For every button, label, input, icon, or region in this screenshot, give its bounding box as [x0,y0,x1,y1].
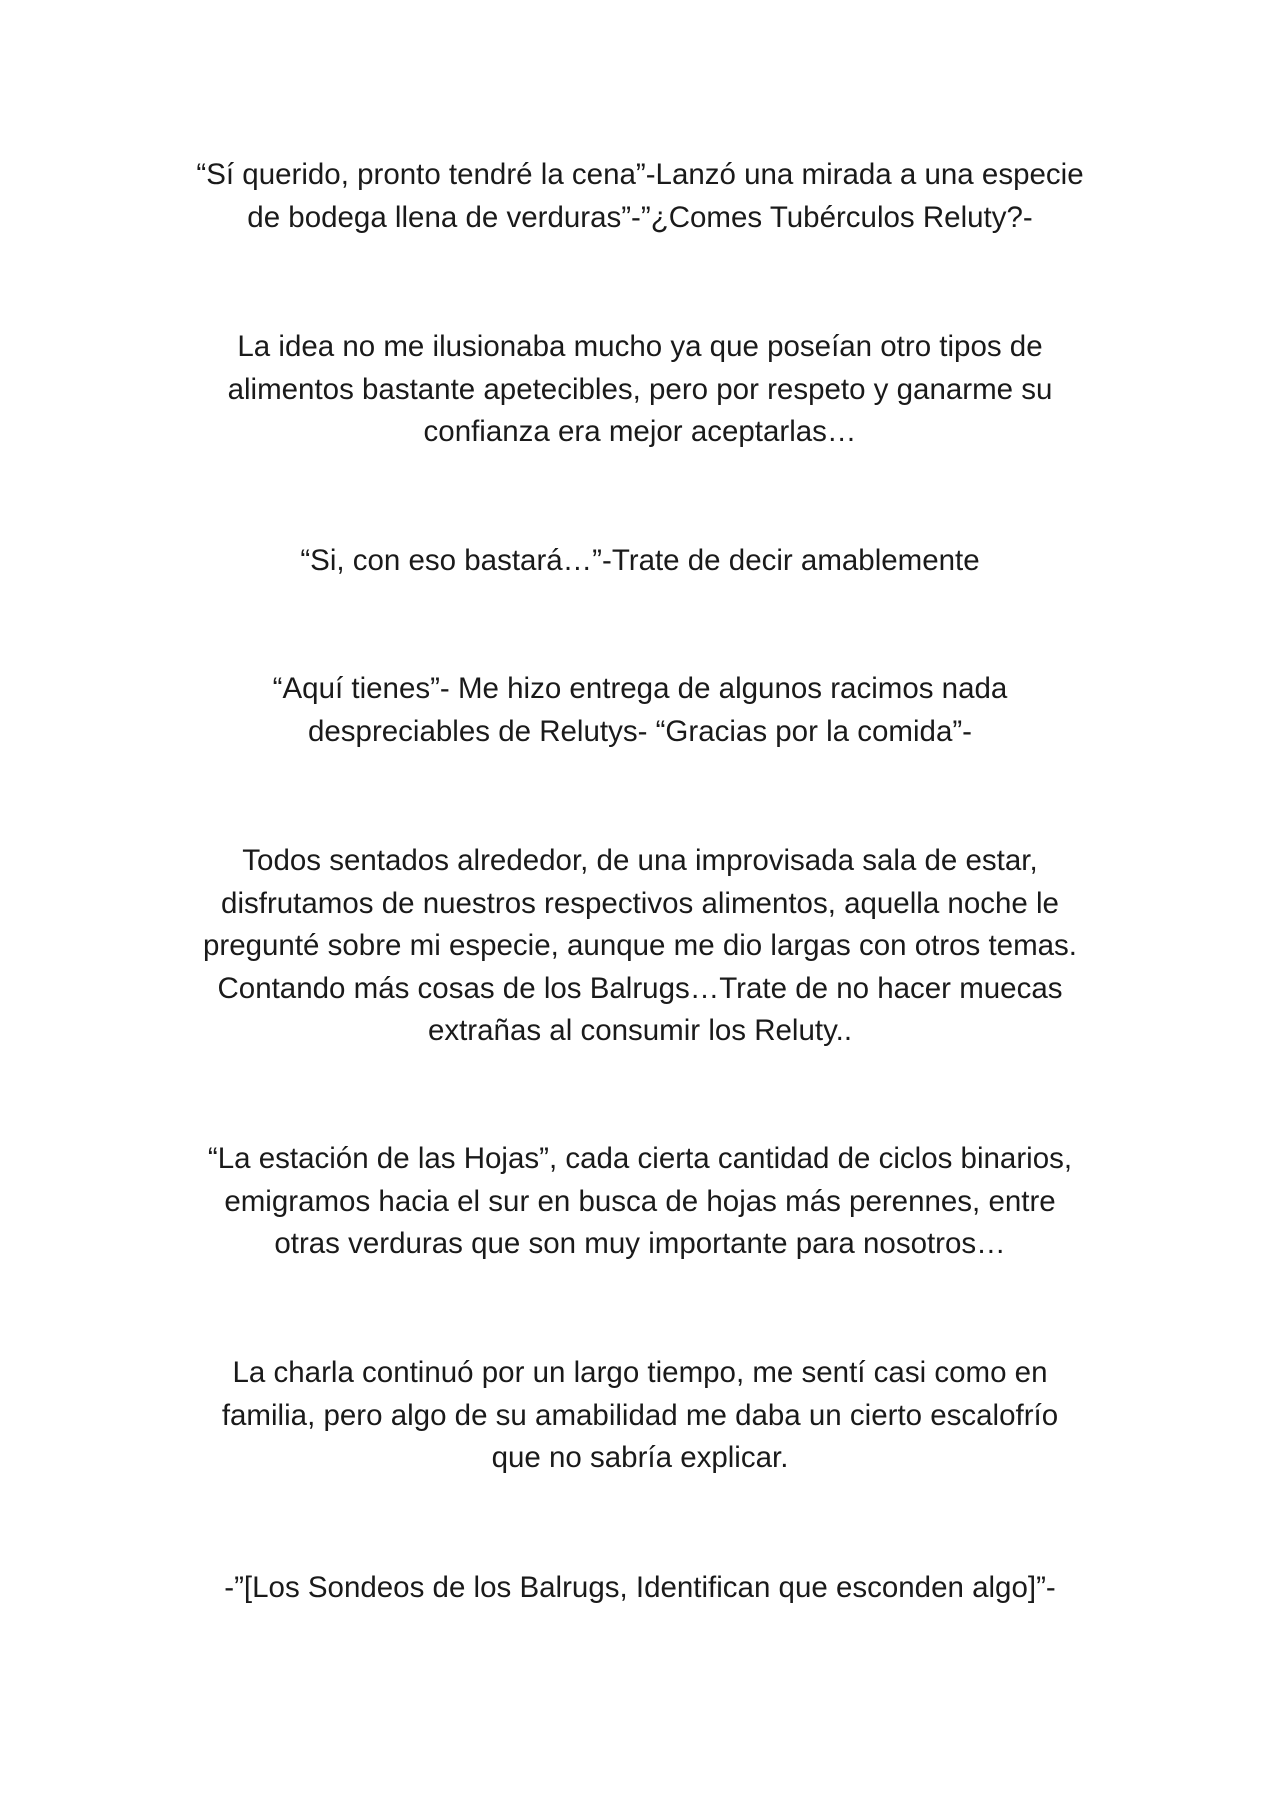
text-line: alimentos bastante apetecibles, pero por respeto y ganarme su [227,372,1053,406]
text-line: emigramos hacia el sur en busca de hojas más perennes, entre [224,1184,1056,1218]
text-line: Contando más cosas de los Balrugs…Trate de no hacer muecas [217,971,1063,1005]
text-line: pregunté sobre mi especie, aunque me dio largas con otros temas. [202,929,1078,962]
text-line: otras verduras que son muy importante para nosotros… [274,1227,1006,1260]
text-line: que no sabría explicar. [491,1441,789,1474]
paragraph-everyone-seated [140,840,1140,1053]
paragraph-that-will-do [140,540,1140,583]
text-line: extrañas al consumir los Reluty.. [427,1014,853,1047]
text-line: -”[Los Sondeos de los Balrugs, Identifican que esconden algo]”- [224,1571,1056,1604]
text-line: “Aquí tienes”- Me hizo entrega de algunos racimos nada [272,672,1008,705]
text-line: Todos sentados alrededor, de una improvisada sala de estar, [242,844,1038,877]
paragraph-season-of-leaves [140,1138,1140,1266]
text-line: La charla continuó por un largo tiempo, me sentí casi como en [232,1356,1048,1389]
paragraph-balrug-probes [140,1567,1140,1610]
text-line: “Sí querido, pronto tendré la cena”-Lanzó una mirada a una especie [196,158,1084,191]
paragraph-dinner-offer [140,154,1140,239]
text-line: confianza era mejor aceptarlas… [423,415,857,448]
text-line: La idea no me ilusionaba mucho ya que poseían otro tipos de [237,330,1043,363]
text-line: “La estación de las Hojas”, cada cierta cantidad de ciclos binarios, [207,1142,1073,1175]
text-line: disfrutamos de nuestros respectivos alimentos, aquella noche le [221,886,1059,920]
text-line: familia, pero algo de su amabilidad me daba un cierto escalofrío [221,1398,1059,1432]
text-line: de bodega llena de verduras”-”¿Comes Tubérculos Reluty?- [247,200,1033,234]
text-line: “Si, con eso bastará…”-Trate de decir amablemente [300,544,980,577]
paragraph-here-you-go [140,668,1140,753]
paragraph-idea-not-exciting [140,326,1140,454]
paragraph-long-chat [140,1352,1140,1480]
text-line: despreciables de Relutys- “Gracias por la comida”- [307,714,972,748]
